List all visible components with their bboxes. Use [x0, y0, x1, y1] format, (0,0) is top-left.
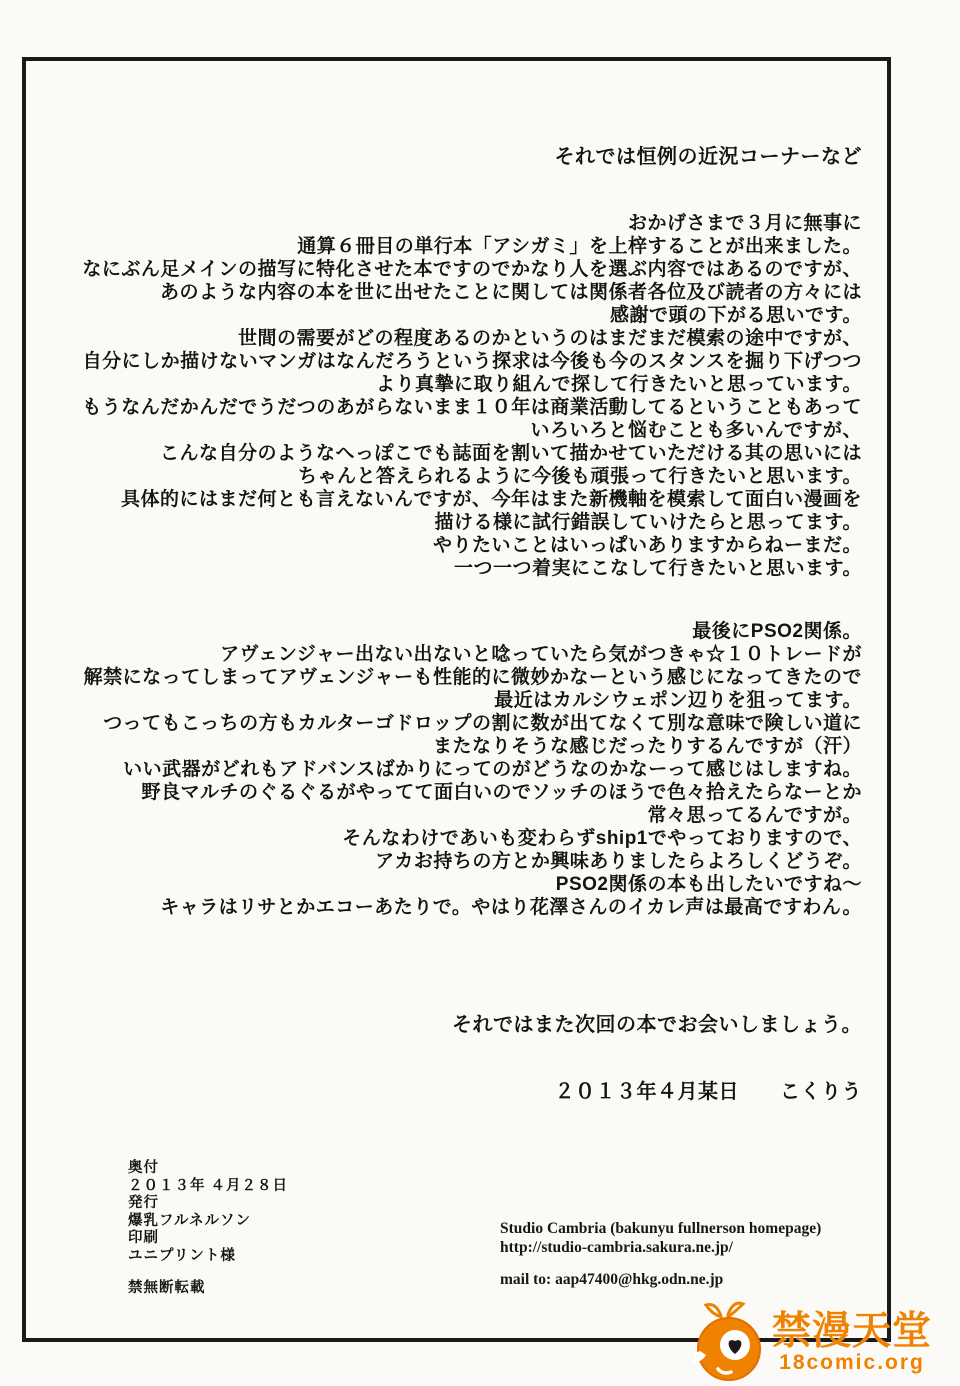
- text-line: 一つ一つ着実にこなして行きたいと思います。: [454, 558, 862, 579]
- closing-line: [42, 1014, 862, 1037]
- text-line: またなりそうな感じだったりするんですが（汗）: [432, 736, 862, 757]
- afterword-paragraph-1: [42, 212, 862, 580]
- text-line: 世間の需要がどの程度あるのかというのはまだまだ模索の途中ですが、: [237, 328, 862, 349]
- text-line: より真摯に取り組んで探して行きたいと思っています。: [376, 374, 862, 395]
- text-line: 奥付: [128, 1160, 159, 1176]
- contact-mail: mail to: aap47400@hkg.odn.ne.jp: [500, 1271, 724, 1288]
- studio-url: http://studio-cambria.sakura.ne.jp/: [500, 1238, 733, 1256]
- studio-name: Studio Cambria (bakunyu fullnerson homepage): [500, 1220, 822, 1237]
- text-line: 野良マルチのぐるぐるがやってて面白いのでソッチのほうで色々拾えたらなーとか: [141, 782, 862, 803]
- text-line: キャラはリサとかエコーあたりで。やはり花澤さんのイカレ声は最高ですわん。: [160, 897, 862, 918]
- text-line: いろいろと悩むことも多いんですが、: [530, 420, 862, 441]
- text-line: 描ける様に試行錯誤していけたらと思ってます。: [434, 512, 862, 533]
- text-line: そんなわけであいも変わらずship1でやっておりますので、: [342, 828, 862, 849]
- no-reproduction-notice: 禁無断転載: [128, 1280, 206, 1296]
- watermark-texts: [772, 1296, 932, 1374]
- colophon-lines: [128, 1160, 288, 1265]
- text-line: ちゃんと答えられるように今後も頑張って行きたいと思います。: [298, 466, 862, 487]
- text-line: 通算６冊目の単行本「アシガミ」を上梓することが出来ました。: [297, 236, 862, 257]
- text-line: ユニプリント様: [128, 1247, 236, 1264]
- text-line: 常々思ってるんですが。: [647, 805, 862, 826]
- text-line: 自分にしか描けないマンガはなんだろうという探求は今後も今のスタンスを掘り下げつつ: [82, 351, 862, 372]
- text-line: こんな自分のようなへっぽこでも誌面を割いて描かせていただける其の思いには: [159, 443, 862, 464]
- text-line: アヴェンジャー出ない出ないと唸っていたら気がつきゃ☆１０トレードが: [220, 644, 862, 665]
- text-line: つってもこっちの方もカルターゴドロップの割に数が出てなくて別な意味で険しい道に: [103, 713, 862, 734]
- mascot-icon: [690, 1296, 770, 1384]
- afterword-headline: [42, 146, 862, 169]
- text-line: 爆乳フルネルソン: [128, 1212, 251, 1229]
- text-line: 発行: [128, 1195, 159, 1211]
- afterword-paragraph-2-pso2: [42, 620, 862, 919]
- date-signature-text: ２０１３年４月某日 こくりう: [554, 1081, 862, 1103]
- text-line: アカお持ちの方とか興味ありましたらよろしくどうぞ。: [375, 851, 862, 872]
- closing-text: それではまた次回の本でお会いしましょう。: [452, 1014, 862, 1036]
- text-line: 解禁になってしまってアヴェンジャーも性能的に微妙かなーという感じになってきたので: [83, 667, 862, 688]
- date-signature: [42, 1081, 862, 1104]
- text-line: おかげさまで３月に無事に: [627, 213, 862, 234]
- text-line: 印刷: [128, 1230, 159, 1246]
- text-line: 最近はカルシウェポン辺りを狙ってます。: [494, 690, 862, 711]
- text-line: PSO2関係の本も出したいですね～: [555, 874, 862, 895]
- text-line: やりたいことはいっぱいありますからねーまだ。: [432, 535, 862, 556]
- watermark-site-name: 禁漫天堂: [772, 1310, 933, 1353]
- text-line: 感謝で頭の下がる思いです。: [610, 305, 862, 326]
- text-line: いい武器がどれもアドバンスばかりにってのがどうなのかなーって感じはしますね。: [123, 759, 862, 780]
- text-line: あのような内容の本を世に出せたことに関しては関係者各位及び読者の方々には: [159, 282, 862, 303]
- studio-credits: [500, 1220, 821, 1290]
- site-watermark: [690, 1296, 952, 1384]
- text-line: ２０１３年 ４月２８日: [128, 1177, 289, 1194]
- headline-text: それでは恒例の近況コーナーなど: [554, 146, 862, 168]
- text-line: もうなんだかんだでうだつのあがらないまま１０年は商業活動してるということもあって: [82, 397, 862, 418]
- text-line: なにぶん足メインの描写に特化させた本ですのでかなり人を選ぶ内容ではあるのですが、: [82, 259, 862, 280]
- text-line: 具体的にはまだ何とも言えないんですが、今年はまた新機軸を模索して面白い漫画を: [120, 489, 862, 510]
- watermark-site-url: 18comic.org: [779, 1351, 925, 1374]
- colophon-block: [128, 1160, 288, 1298]
- text-line: 最後にPSO2関係。: [692, 621, 862, 642]
